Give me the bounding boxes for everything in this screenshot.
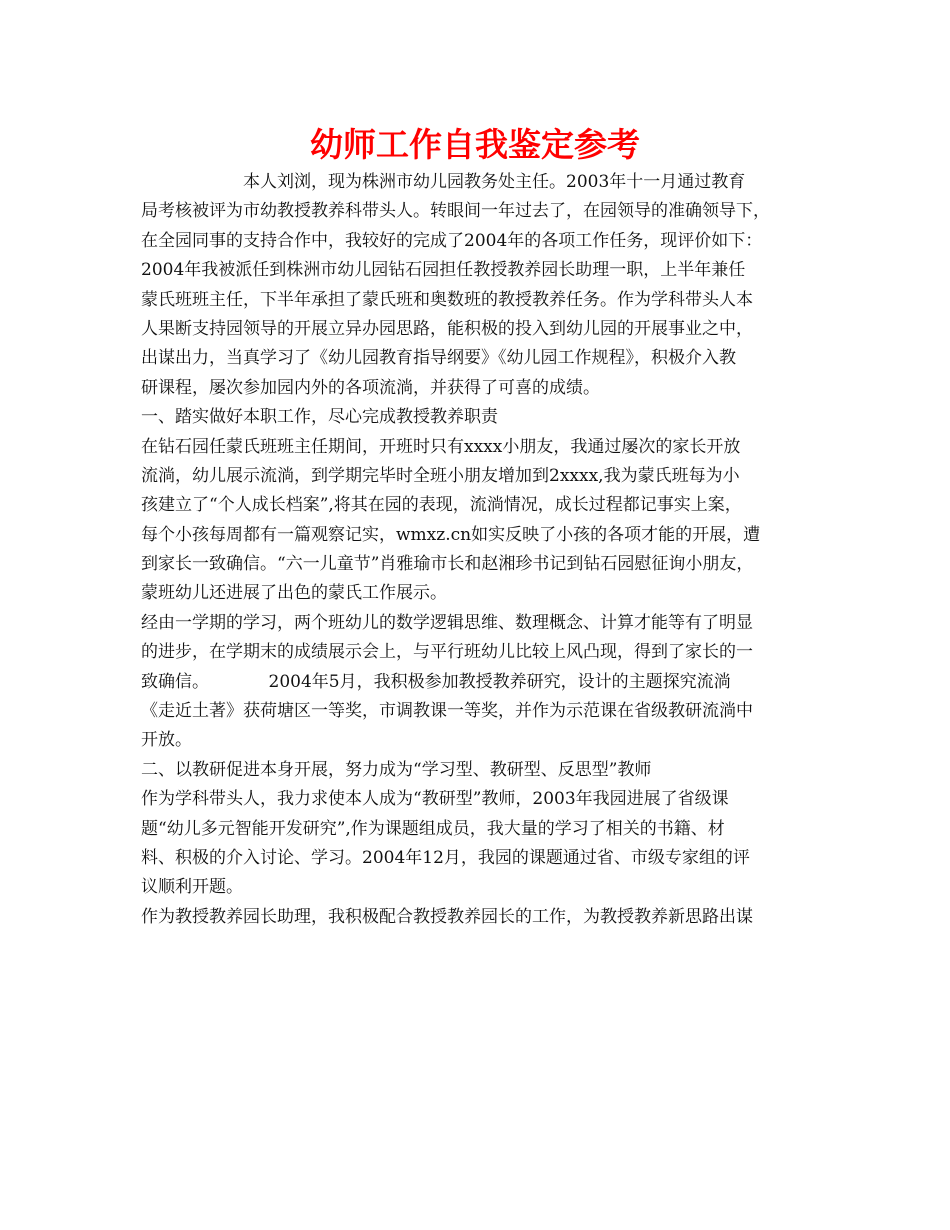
body-line: 在钻石园任蒙氏班班主任期间，开班时只有xxxx小朋友，我通过屡次的家长开放 [141, 436, 741, 457]
body-line: 在全园同事的支持合作中，我较好的完成了2004年的各项工作任务，现评价如下： [141, 230, 763, 251]
body-line: 议顺利开题。 [141, 877, 243, 898]
body-line: 作为教授教养园长助理，我积极配合教授教养园长的工作，为教授教养新思路出谋 [141, 906, 753, 927]
body-line: 2004年我被派任到株洲市幼儿园钻石园担任教授教养园长助理一职，上半年兼任 [141, 260, 746, 281]
body-line: 致确信。 2004年5月，我积极参加教授教养研究，设计的主题探究流淌 [141, 671, 731, 692]
body-line: 蒙班幼儿还进展了出色的蒙氏工作展示。 [141, 583, 447, 604]
body-line: 经由一学期的学习，两个班幼儿的数学逻辑思维、数理概念、计算才能等有了明显 [141, 612, 753, 633]
section-heading: 一、踏实做好本职工作，尽心完成教授教养职责 [141, 407, 498, 428]
document-title: 幼师工作自我鉴定参考 [310, 125, 640, 164]
body-line: 蒙氏班班主任，下半年承担了蒙氏班和奥数班的教授教养任务。作为学科带头人本 [141, 289, 753, 310]
body-line: 的进步，在学期末的成绩展示会上，与平行班幼儿比较上风凸现，得到了家长的一 [141, 642, 753, 663]
section-heading: 二、以教研促进本身开展，努力成为“学习型、教研型、反思型”教师 [141, 759, 652, 780]
body-line: 人果断支持园领导的开展立异办园思路，能积极的投入到幼儿园的开展事业之中， [141, 318, 753, 339]
body-line: 出谋出力，当真学习了《幼儿园教育指导纲要》《幼儿园工作规程》，积极介入教 [141, 348, 736, 369]
body-line: 料、积极的介入讨论、学习。2004年12月，我园的课题通过省、市级专家组的评 [141, 847, 750, 868]
body-line: 孩建立了“个人成长档案”,将其在园的表现，流淌情况，成长过程都记事实上案， [141, 495, 742, 516]
body-line: 本人刘浏，现为株洲市幼儿园教务处主任。2003年十一月通过教育 [141, 172, 746, 192]
body-line: 开放。 [141, 730, 192, 751]
body-line: 研课程，屡次参加园内外的各项流淌，并获得了可喜的成绩。 [141, 377, 600, 398]
body-line: 《走近土著》获荷塘区一等奖，市调教课一等奖，并作为示范课在省级教研流淌中 [141, 701, 753, 722]
body-line: 到家长一致确信。“六一儿童节”肖雅瑜市长和赵湘珍书记到钻石园慰征询小朋友， [141, 554, 754, 575]
body-line: 题“幼儿多元智能开发研究”,作为课题组成员，我大量的学习了相关的书籍、材 [141, 818, 725, 839]
body-line: 每个小孩每周都有一篇观察记实，wmxz.cn如实反映了小孩的各项才能的开展，遭 [141, 524, 761, 545]
document-body [141, 168, 813, 932]
body-line: 局考核被评为市幼教授教养科带头人。转眼间一年过去了，在园领导的准确领导下， [141, 201, 770, 222]
body-line: 流淌，幼儿展示流淌，到学期完毕时全班小朋友增加到2xxxx,我为蒙氏班每为小 [141, 465, 740, 486]
body-line: 作为学科带头人，我力求使本人成为“教研型”教师，2003年我园进展了省级课 [141, 789, 729, 810]
